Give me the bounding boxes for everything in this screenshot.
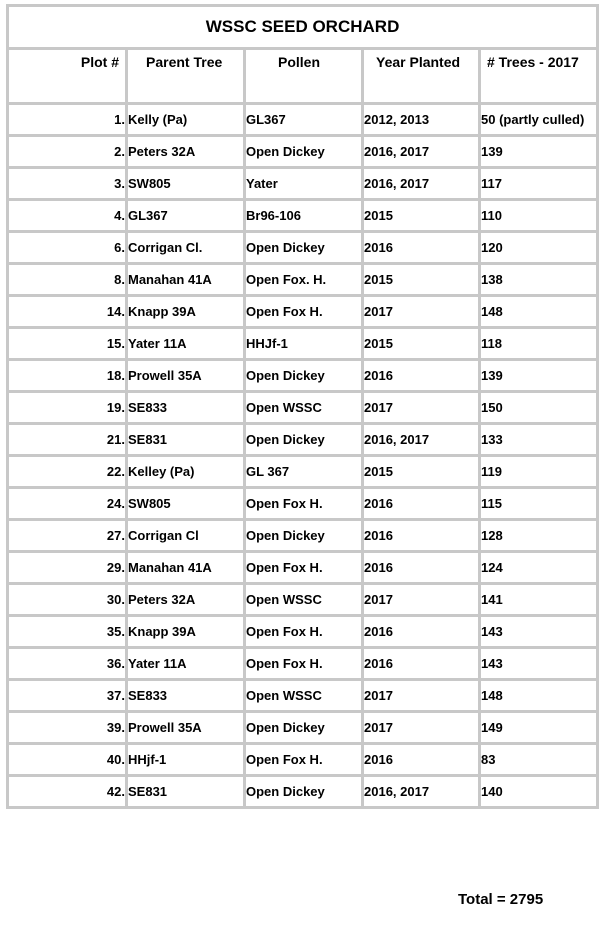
parent-tree-cell: Yater 11A: [127, 648, 245, 680]
orchard-sheet: [6, 4, 596, 809]
parent-tree-cell: Prowell 35A: [127, 360, 245, 392]
tree-count-cell: 139: [480, 360, 598, 392]
tree-count-cell: 124: [480, 552, 598, 584]
parent-tree-cell: Prowell 35A: [127, 712, 245, 744]
table-title: WSSC SEED ORCHARD: [8, 6, 598, 49]
header-year-planted: Year Planted: [363, 49, 480, 104]
table-row: [8, 264, 598, 296]
pollen-cell: GL367: [245, 104, 363, 136]
year-planted-cell: 2016: [363, 360, 480, 392]
plot-cell: 35.: [8, 616, 127, 648]
tree-count-cell: 128: [480, 520, 598, 552]
year-planted-cell: 2015: [363, 328, 480, 360]
pollen-cell: Open Dickey: [245, 712, 363, 744]
tree-count-cell: 110: [480, 200, 598, 232]
table-body: [8, 104, 598, 808]
total-label: Total = 2795: [458, 891, 544, 908]
table-row: [8, 680, 598, 712]
parent-tree-cell: SE833: [127, 680, 245, 712]
table-row: [8, 296, 598, 328]
tree-count-cell: 141: [480, 584, 598, 616]
table-row: [8, 648, 598, 680]
plot-cell: 14.: [8, 296, 127, 328]
parent-tree-cell: Manahan 41A: [127, 264, 245, 296]
header-row: [8, 49, 598, 104]
plot-cell: 40.: [8, 744, 127, 776]
plot-cell: 24.: [8, 488, 127, 520]
table-row: [8, 424, 598, 456]
tree-count-cell: 120: [480, 232, 598, 264]
parent-tree-cell: SW805: [127, 168, 245, 200]
pollen-cell: Open Dickey: [245, 136, 363, 168]
tree-count-cell: 149: [480, 712, 598, 744]
plot-cell: 2.: [8, 136, 127, 168]
plot-cell: 39.: [8, 712, 127, 744]
plot-cell: 6.: [8, 232, 127, 264]
table-row: [8, 552, 598, 584]
plot-cell: 37.: [8, 680, 127, 712]
tree-count-cell: 139: [480, 136, 598, 168]
tree-count-cell: 148: [480, 296, 598, 328]
pollen-cell: Open Fox H.: [245, 552, 363, 584]
parent-tree-cell: Peters 32A: [127, 584, 245, 616]
table-row: [8, 168, 598, 200]
parent-tree-cell: SW805: [127, 488, 245, 520]
plot-cell: 29.: [8, 552, 127, 584]
table-row: [8, 520, 598, 552]
pollen-cell: Open Dickey: [245, 520, 363, 552]
table-row: [8, 360, 598, 392]
year-planted-cell: 2017: [363, 392, 480, 424]
year-planted-cell: 2016, 2017: [363, 168, 480, 200]
tree-count-cell: 117: [480, 168, 598, 200]
plot-cell: 1.: [8, 104, 127, 136]
parent-tree-cell: Yater 11A: [127, 328, 245, 360]
plot-cell: 36.: [8, 648, 127, 680]
year-planted-cell: 2015: [363, 200, 480, 232]
year-planted-cell: 2016: [363, 232, 480, 264]
table-row: [8, 712, 598, 744]
year-planted-cell: 2016: [363, 488, 480, 520]
parent-tree-cell: Knapp 39A: [127, 296, 245, 328]
year-planted-cell: 2017: [363, 712, 480, 744]
table-row: [8, 584, 598, 616]
year-planted-cell: 2016: [363, 616, 480, 648]
parent-tree-cell: Knapp 39A: [127, 616, 245, 648]
tree-count-cell: 119: [480, 456, 598, 488]
parent-tree-cell: Corrigan Cl: [127, 520, 245, 552]
tree-count-cell: 83: [480, 744, 598, 776]
table-row: [8, 776, 598, 808]
year-planted-cell: 2016: [363, 520, 480, 552]
header-tree-count: # Trees - 2017: [480, 49, 598, 104]
pollen-cell: Open Fox H.: [245, 744, 363, 776]
parent-tree-cell: Corrigan Cl.: [127, 232, 245, 264]
year-planted-cell: 2015: [363, 456, 480, 488]
tree-count-cell: 138: [480, 264, 598, 296]
year-planted-cell: 2015: [363, 264, 480, 296]
parent-tree-cell: GL367: [127, 200, 245, 232]
table-row: [8, 104, 598, 136]
plot-cell: 15.: [8, 328, 127, 360]
pollen-cell: Open Fox H.: [245, 616, 363, 648]
year-planted-cell: 2016, 2017: [363, 776, 480, 808]
pollen-cell: Open WSSC: [245, 680, 363, 712]
parent-tree-cell: SE833: [127, 392, 245, 424]
pollen-cell: Open Fox H.: [245, 648, 363, 680]
pollen-cell: Open Dickey: [245, 776, 363, 808]
plot-cell: 27.: [8, 520, 127, 552]
tree-count-cell: 140: [480, 776, 598, 808]
pollen-cell: Open Fox H.: [245, 488, 363, 520]
header-plot: Plot #: [8, 49, 127, 104]
parent-tree-cell: SE831: [127, 424, 245, 456]
plot-cell: 30.: [8, 584, 127, 616]
pollen-cell: Open WSSC: [245, 584, 363, 616]
table-row: [8, 488, 598, 520]
tree-count-cell: 148: [480, 680, 598, 712]
pollen-cell: GL 367: [245, 456, 363, 488]
year-planted-cell: 2016, 2017: [363, 424, 480, 456]
tree-count-cell: 143: [480, 648, 598, 680]
header-pollen: Pollen: [245, 49, 363, 104]
plot-cell: 22.: [8, 456, 127, 488]
header-parent-tree: Parent Tree: [127, 49, 245, 104]
table-row: [8, 136, 598, 168]
year-planted-cell: 2016, 2017: [363, 136, 480, 168]
year-planted-cell: 2016: [363, 744, 480, 776]
tree-count-cell: 133: [480, 424, 598, 456]
pollen-cell: HHJf-1: [245, 328, 363, 360]
table-row: [8, 200, 598, 232]
year-planted-cell: 2016: [363, 648, 480, 680]
tree-count-cell: 115: [480, 488, 598, 520]
year-planted-cell: 2017: [363, 296, 480, 328]
pollen-cell: Yater: [245, 168, 363, 200]
pollen-cell: Open WSSC: [245, 392, 363, 424]
plot-cell: 8.: [8, 264, 127, 296]
table-row: [8, 616, 598, 648]
tree-count-cell: 50 (partly culled): [480, 104, 598, 136]
table-row: [8, 392, 598, 424]
tree-count-cell: 118: [480, 328, 598, 360]
plot-cell: 4.: [8, 200, 127, 232]
year-planted-cell: 2017: [363, 584, 480, 616]
table-row: [8, 456, 598, 488]
plot-cell: 42.: [8, 776, 127, 808]
plot-cell: 3.: [8, 168, 127, 200]
pollen-cell: Open Fox H.: [245, 296, 363, 328]
pollen-cell: Br96-106: [245, 200, 363, 232]
table-row: [8, 232, 598, 264]
parent-tree-cell: Peters 32A: [127, 136, 245, 168]
tree-count-cell: 143: [480, 616, 598, 648]
orchard-table: [6, 4, 599, 809]
year-planted-cell: 2017: [363, 680, 480, 712]
pollen-cell: Open Dickey: [245, 424, 363, 456]
parent-tree-cell: HHjf-1: [127, 744, 245, 776]
plot-cell: 18.: [8, 360, 127, 392]
parent-tree-cell: SE831: [127, 776, 245, 808]
year-planted-cell: 2016: [363, 552, 480, 584]
pollen-cell: Open Fox. H.: [245, 264, 363, 296]
parent-tree-cell: Manahan 41A: [127, 552, 245, 584]
parent-tree-cell: Kelly (Pa): [127, 104, 245, 136]
table-row: [8, 328, 598, 360]
year-planted-cell: 2012, 2013: [363, 104, 480, 136]
parent-tree-cell: Kelley (Pa): [127, 456, 245, 488]
pollen-cell: Open Dickey: [245, 232, 363, 264]
plot-cell: 21.: [8, 424, 127, 456]
table-row: [8, 744, 598, 776]
pollen-cell: Open Dickey: [245, 360, 363, 392]
tree-count-cell: 150: [480, 392, 598, 424]
plot-cell: 19.: [8, 392, 127, 424]
